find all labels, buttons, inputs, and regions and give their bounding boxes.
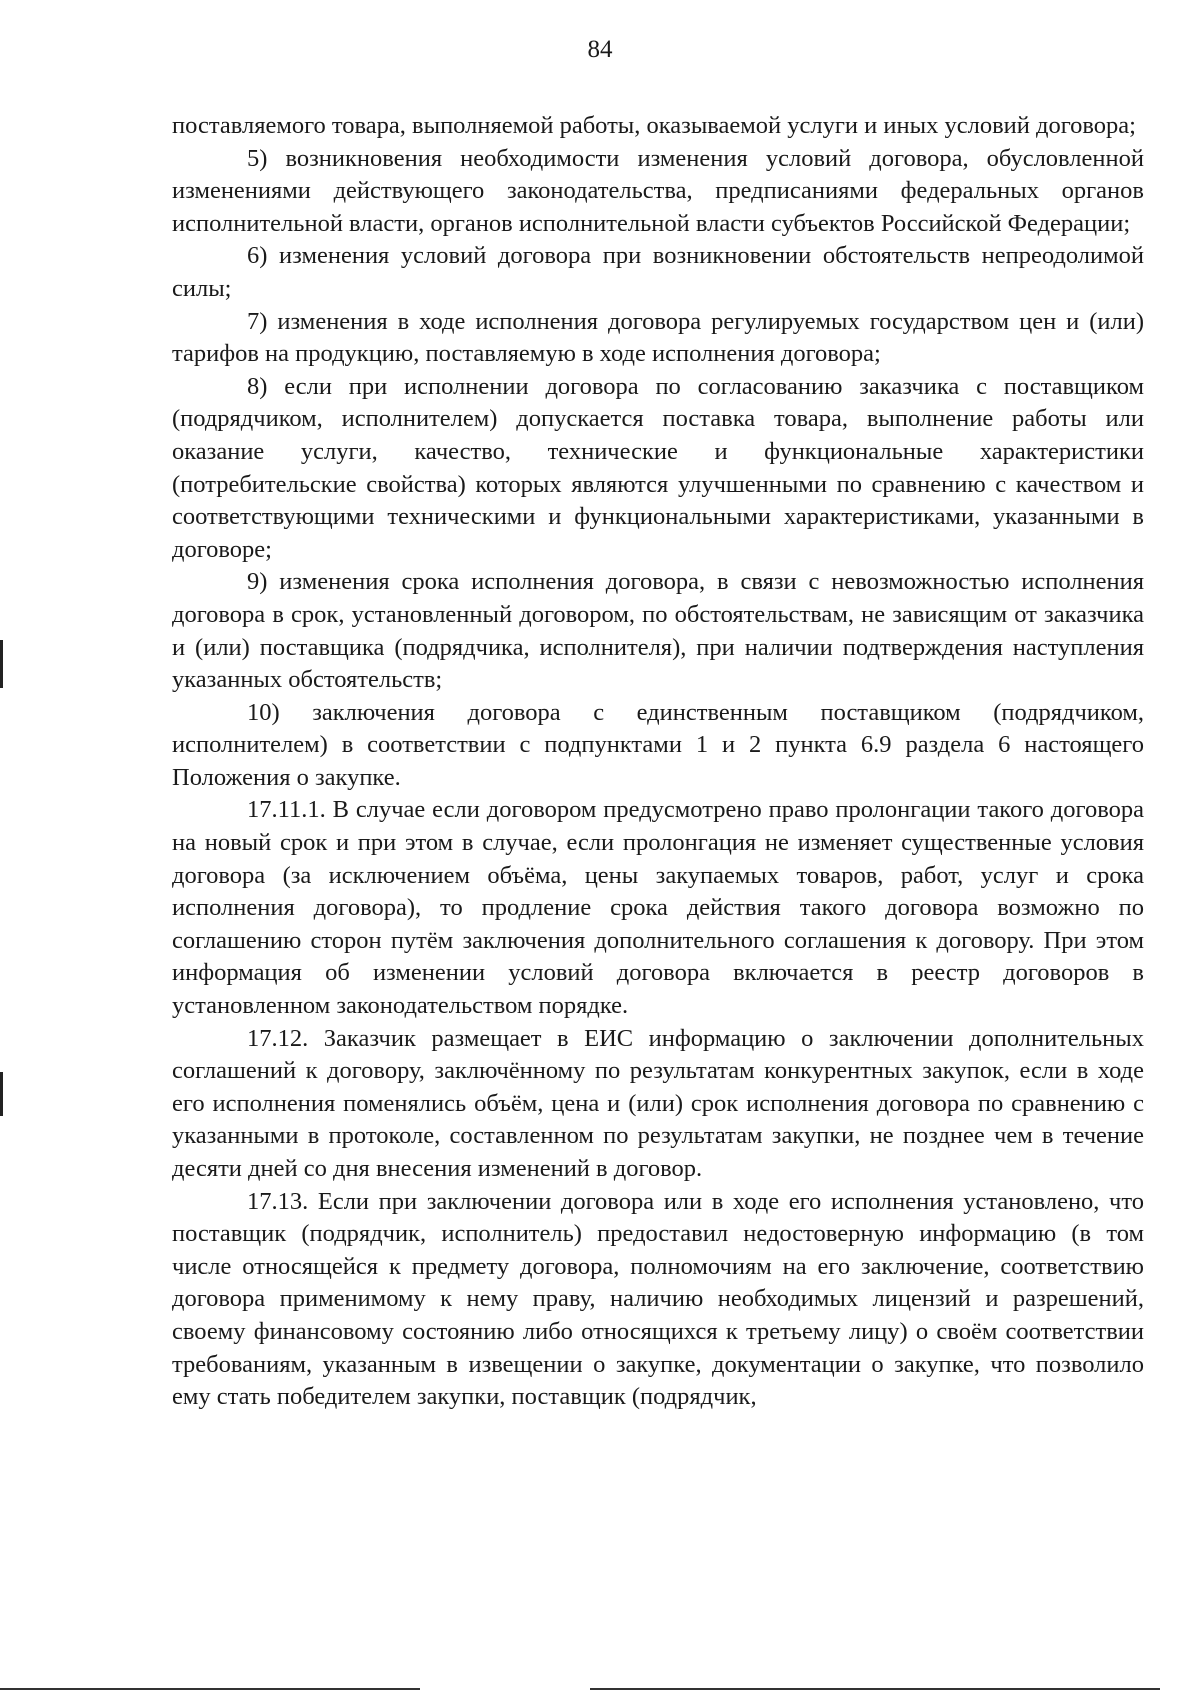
- page-number: 84: [587, 36, 613, 63]
- clause-17-11-1: 17.11.1. В случае если договором предусмотрено право пролонгации такого договора на новый срок и при этом в случае, если пролонгация не изменяет существенные условия договора (за исключением объёма, цены закупаемых товаров, работ, услуг и срока исполнения договора), то продление срока действия такого договора возможно по соглашению сторон путём заключения дополнительного соглашения к договору. При этом информация об изменении условий договора включается в реестр договоров в установленном законодательством порядке.: [172, 796, 1144, 1020]
- scan-edge-mark: [0, 1072, 3, 1116]
- list-item-8: 8) если при исполнении договора по согласованию заказчика с поставщиком (подрядчиком, исполнителем) допускается поставка товара, выполнение работы или оказание услуги, качество, технические и функциональные характеристики (потребительские свойства) которых являются улучшенными по сравнению с качеством и соответствующими техническими и функциональными характеристиками, указанными в договоре;: [172, 372, 1144, 563]
- list-item-7: 7) изменения в ходе исполнения договора регулируемых государством цен и (или) тарифов на продукцию, поставляемую в ходе исполнения договора;: [172, 307, 1144, 368]
- list-item-9: 9) изменения срока исполнения договора, в связи с невозможностью исполнения договора в срок, установленный договором, по обстоятельствам, не зависящим от заказчика и (или) поставщика (подрядчика, исполнителя), при наличии подтверждения наступления указанных обстоятельств;: [172, 568, 1144, 694]
- clause-17-13: 17.13. Если при заключении договора или в ходе его исполнения установлено, что поставщик (подрядчик, исполнитель) предоставил недостоверную информацию (в том числе относящейся к предмету договора, полномочиям на его заключение, соответствию договора применимому к нему праву, наличию необходимых лицензий и разрешений, своему финансовому состоянию либо относящихся к третьему лицу) о своём соответствии требованиям, указанным в извещении о закупке, документации о закупке, что позволило ему стать победителем закупки, поставщик (подрядчик,: [172, 1187, 1144, 1411]
- document-body: [172, 110, 1144, 1414]
- list-item-10: 10) заключения договора с единственным поставщиком (подрядчиком, исполнителем) в соответствии с подпунктами 1 и 2 пункта 6.9 раздела 6 настоящего Положения о закупке.: [172, 698, 1144, 791]
- scan-bottom-line: [590, 1688, 1160, 1690]
- list-item-5: 5) возникновения необходимости изменения условий договора, обусловленной изменениями действующего законодательства, предписаниями федеральных органов исполнительной власти, органов исполнительной власти субъектов Российской Федерации;: [172, 144, 1144, 237]
- clause-17-12: 17.12. Заказчик размещает в ЕИС информацию о заключении дополнительных соглашений к договору, заключённому по результатам конкурентных закупок, если в ходе его исполнения поменялись объём, цена и (или) срок исполнения договора по сравнению с указанными в протоколе, составленном по результатам закупки, не позднее чем в течение десяти дней со дня внесения изменений в договор.: [172, 1024, 1144, 1182]
- scan-bottom-line: [0, 1688, 420, 1690]
- scan-edge-mark: [0, 640, 3, 688]
- paragraph-continuation: поставляемого товара, выполняемой работы, оказываемой услуги и иных условий договора;: [172, 112, 1136, 139]
- list-item-6: 6) изменения условий договора при возникновении обстоятельств непреодолимой силы;: [172, 242, 1144, 302]
